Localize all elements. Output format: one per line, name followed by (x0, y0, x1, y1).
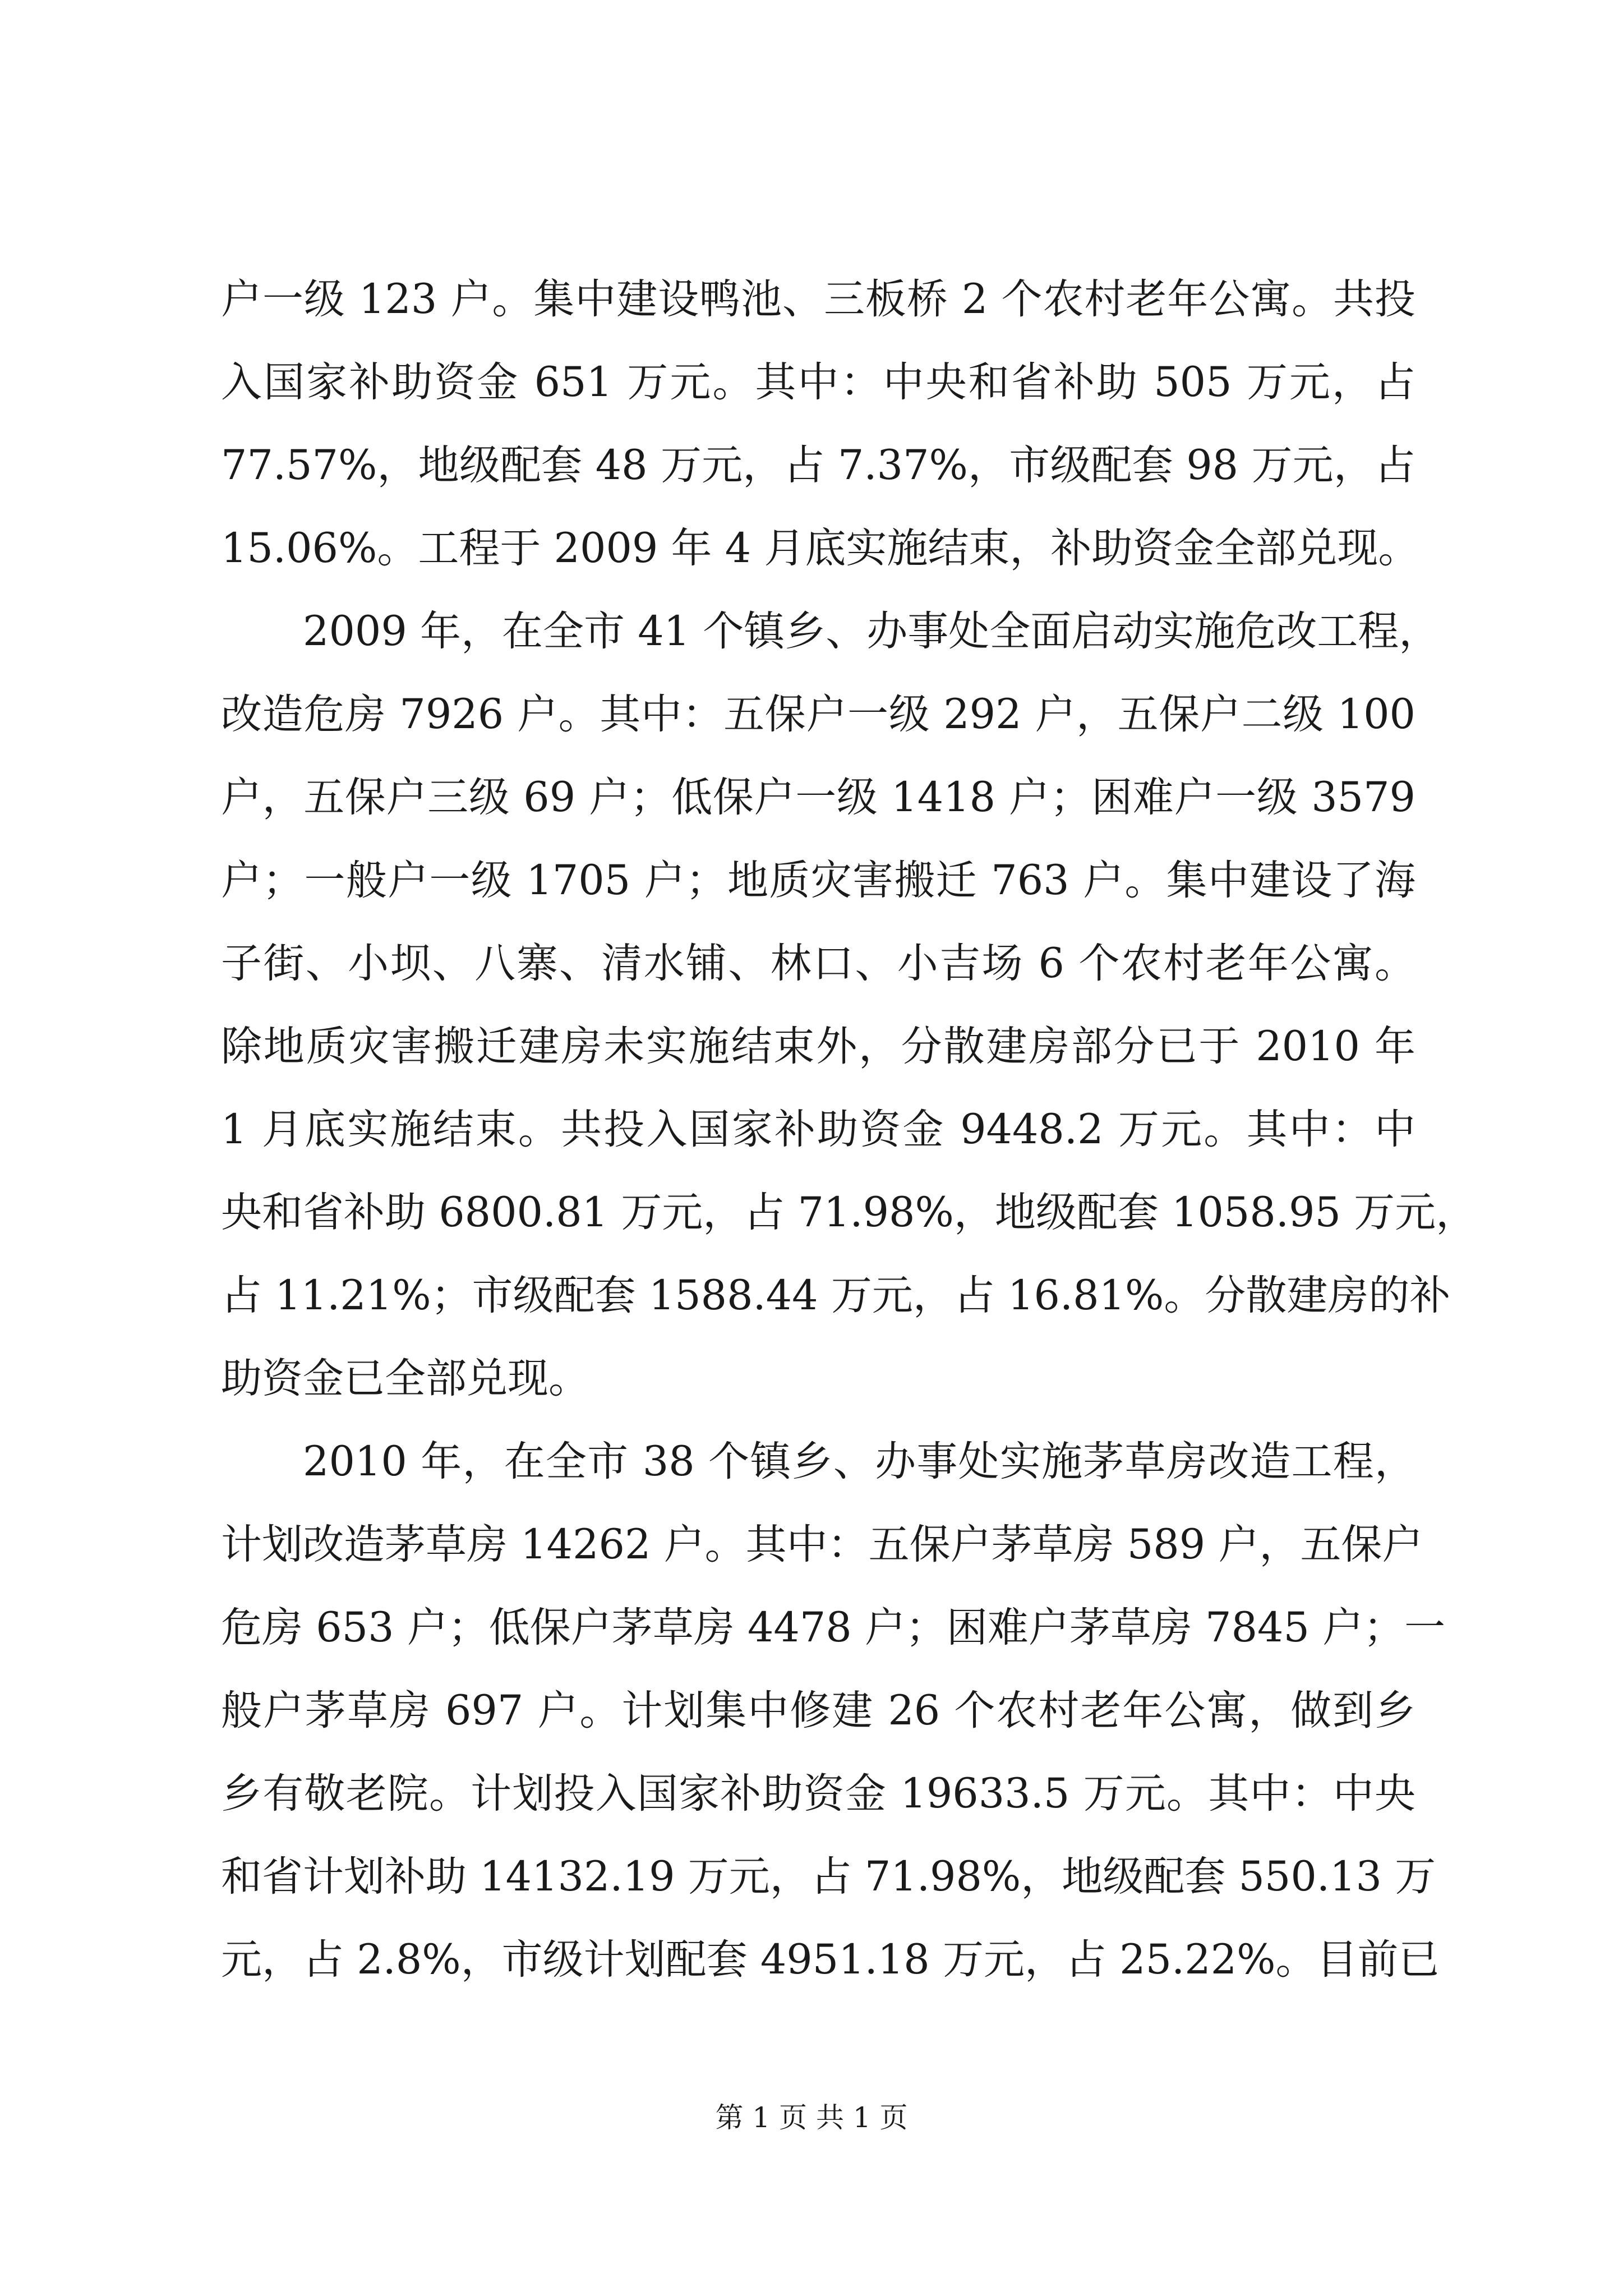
paragraph-3 (221, 1420, 1446, 2001)
text-line: 占 11.21%；市级配套 1588.44 万元，占 16.81%。分散建房的补 (221, 1272, 1451, 1319)
text-line: 央和省补助 6800.81 万元，占 71.98%，地级配套 1058.95 万元， (221, 1189, 1477, 1236)
text-line: 元，占 2.8%，市级计划配套 4951.18 万元，占 25.22%。目前已 (221, 1936, 1440, 1984)
text-line: 77.57%，地级配套 48 万元，占 7.37%，市级配套 98 万元，占 (221, 441, 1415, 489)
text-line: 15.06%。工程于 2009 年 4 月底实施结束，补助资金全部兑现。 (221, 524, 1419, 572)
text-line: 户一级 123 户。集中建设鸭池、三板桥 2 个农村老年公寓。共投 (221, 275, 1415, 323)
paragraph-2 (221, 590, 1477, 1420)
text-line: 户，五保户三级 69 户；低保户一级 1418 户；困难户一级 3579 (221, 774, 1415, 821)
paragraph-1 (221, 258, 1419, 590)
text-line: 1 月底实施结束。共投入国家补助资金 9448.2 万元。其中：中 (221, 1106, 1415, 1153)
text-line: 计划改造茅草房 14262 户。其中：五保户茅草房 589 户，五保户 (221, 1521, 1423, 1568)
text-line: 乡有敬老院。计划投入国家补助资金 19633.5 万元。其中：中央 (221, 1770, 1415, 1818)
text-line: 助资金已全部兑现。 (221, 1355, 589, 1402)
text-line: 入国家补助资金 651 万元。其中：中央和省补助 505 万元，占 (221, 358, 1415, 406)
text-line: 和省计划补助 14132.19 万元，占 71.98%，地级配套 550.13 万 (221, 1853, 1436, 1901)
document-body (221, 258, 1477, 2001)
text-line: 2010 年，在全市 38 个镇乡、办事处实施茅草房改造工程， (303, 1438, 1415, 1485)
text-line: 2009 年，在全市 41 个镇乡、办事处全面启动实施危改工程， (303, 608, 1440, 655)
page-footer (0, 2101, 1623, 2134)
text-line: 户；一般户一级 1705 户；地质灾害搬迁 763 户。集中建设了海 (221, 857, 1415, 904)
text-line: 改造危房 7926 户。其中：五保户一级 292 户，五保户二级 100 (221, 691, 1415, 738)
text-line: 子街、小坝、八寨、清水铺、林口、小吉场 6 个农村老年公寓。 (221, 940, 1415, 987)
text-line: 危房 653 户；低保户茅草房 4478 户；困难户茅草房 7845 户；一 (221, 1604, 1446, 1651)
text-line: 除地质灾害搬迁建房未实施结束外，分散建房部分已于 2010 年 (221, 1023, 1415, 1070)
page-number-label: 第 1 页 共 1 页 (715, 2101, 908, 2134)
text-line: 般户茅草房 697 户。计划集中修建 26 个农村老年公寓，做到乡 (221, 1687, 1415, 1734)
